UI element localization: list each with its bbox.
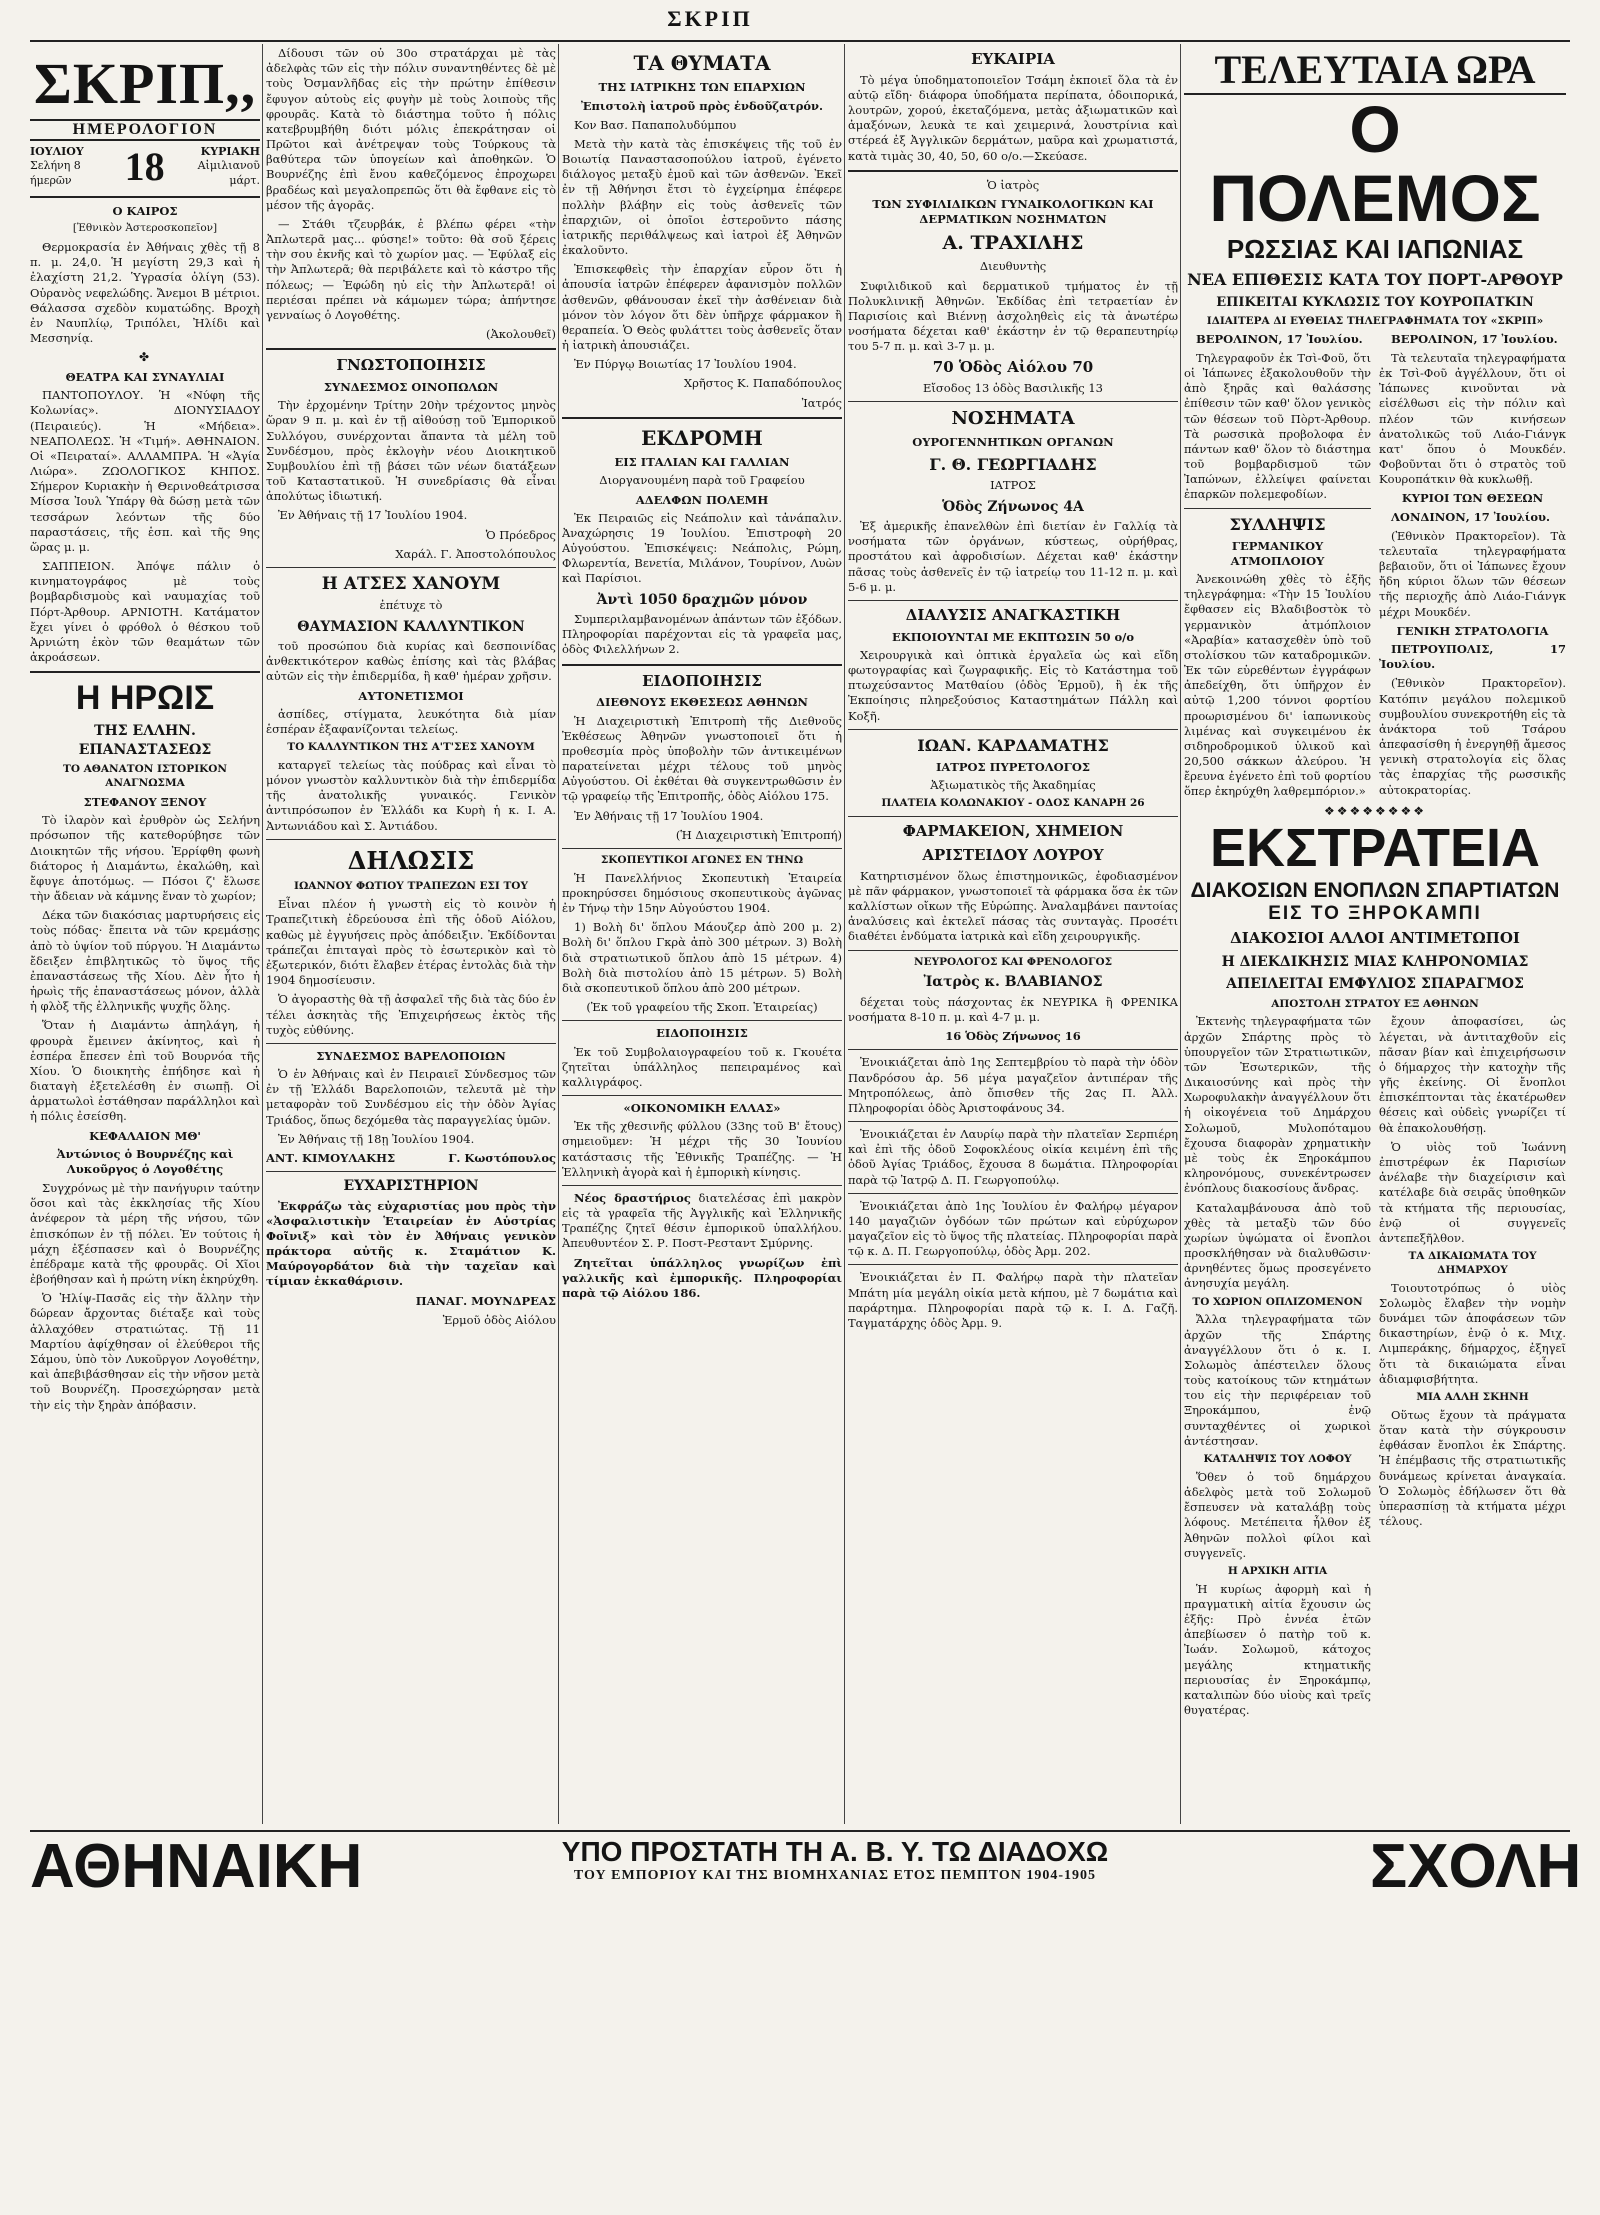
campaign-text-4: Ὅθεν ὁ τοῦ δημάρχου ἀδελφὸς μετὰ τοῦ Σολωμοῦ ἔσπευσεν νὰ καταλάβῃ τοὺς λόφους. Μετέπειτα ἦλθον ἐξ Ἀθηνῶν πολλοὶ φίλοι καὶ συγγενεῖς.: [1184, 1469, 1371, 1560]
doctor-1-role: Διευθυντὴς: [979, 259, 1047, 274]
conscription-dateline: ΠΕΤΡΟΥΠΟΛΙΣ, 17 Ἰουλίου.: [1379, 641, 1566, 672]
divider: [266, 1043, 556, 1044]
thanks-signature: ΠΑΝΑΓ. ΜΟΥΝΔΡΕΑΣ: [415, 1293, 556, 1308]
article-text: Μετὰ τὴν κατὰ τὰς ἐπισκέψεις τῆς τοῦ ἐν Βοιωτίᾳ Παναστασοπούλου ἰατροῦ, ἐγένετο διάλογος μεταξὺ ἐμοῦ καὶ τῶν ἀσθενῶν. Ἐκεῖ ἐν τῇ Ἀθήνησι ἔτσι τὸ ἐγχείρημα ἐπέφερε πολλὴν βλάβην εἰς τοὺς ἀσθενεῖς τῶν ἐπαρχιῶν, οἱ ὁποῖοι ἐστεροῦντο πάσης ἰατρικῆς περιθάλψεως καὶ ἰατροὶ ἐξ Ἀθηνῶν ἐκαλοῦντο.: [562, 136, 842, 258]
declaration-subtitle: ΙΩΑΝΝΟΥ ΦΩΤΙΟΥ ΤΡΑΠΕΖΩΝ ΕΣΙ ΤΟΥ: [294, 880, 528, 893]
positions-dateline: ΛΟΝΔΙΝΟΝ, 17 Ἰουλίου.: [1391, 509, 1550, 524]
divider: [848, 950, 1178, 951]
campaign-text: Ἐκτενὴς τηλεγραφήματα τῶν ἀρχῶν Σπάρτης πρὸς τὸ ὑπουργεῖον τῶν Στρατιωτικῶν, τῶν Ἐσωτερικῶν, τῆς Δικαιοσύνης καὶ πρὸς τὴν Χωροφυλακὴν ἀναγγέλλουν ὅτι ἡ οἰκογένεια τοῦ Δημάρχου Σολωμοῦ, Μυλοπόταμου ἔχουσα διαφορὰν χρηματικὴν μὲ τοὺς ἐκ Ξηροκάμπου κληρονόμους, συνεκέντρωσεν ἐνόπλους διακοσίους ἄνδρας.: [1184, 1014, 1371, 1196]
ad-text-3: καταργεῖ τελείως τὰς πούδρας καὶ εἶναι τὸ μόνον γνωστὸν καλλυντικὸν διὰ τὴν ἐπιδερμίδα τῆς ἀνατολικῆς γυναικός. Γενικὸν ἀντιπρόσωπον ἐν Ἑλλάδι κα Κυρὴ ἡ κ. Ι. Α. Ἀντωνιάδου καὶ Σ. Ἀντιάδου.: [266, 757, 556, 833]
campaign-subheadline-5: ΑΠΕΙΛΕΙΤΑΙ ΕΜΦΥΛΙΟΣ ΣΠΑΡΑΓΜΟΣ: [1226, 976, 1524, 993]
footer-patronage: ΥΠΟ ΠΡΟΣΤΑΤΗ ΤΗ Α. Β. Υ. ΤΩ ΔΙΑΔΟΧΩ: [561, 1836, 1109, 1867]
article-text-2: Ἐπισκεφθεὶς τὴν ἐπαρχίαν εὗρον ὅτι ἡ ἀπουσία ἰατρῶν ἐπέφερεν ἀφανισμὸν πολλῶν ἀσθενῶν, φθάνουσαν ἐκεῖ τὴν ἀσθένειαν διὰ μόνον τὸν λόγον ὅτι δὲν ὑπῆρχε φάρμακον ἢ θεραπεία. Ὁ Θεὸς φυλάττει τοὺς ἀσθενεῖς ὅταν ἡ ἰατρικὴ ἀπουσιάζει.: [562, 262, 842, 353]
masthead-subtitle: ΗΜΕΡΟΛΟΓΙΟΝ: [30, 119, 260, 141]
divider: [848, 816, 1178, 817]
divider: [30, 196, 260, 198]
association-date: Ἐν Ἀθήναις τῇ 18ῃ Ἰουλίου 1904.: [278, 1131, 475, 1146]
excursion-subtitle: ΕΙΣ ΙΤΑΛΙΑΝ ΚΑΙ ΓΑΛΛΙΑΝ: [614, 455, 790, 470]
article-signature-role: Ἰατρός: [801, 395, 842, 410]
declaration-title: ΔΗΛΩΣΙΣ: [347, 845, 475, 875]
thanks-title: ΕΥΧΑΡΙΣΤΗΡΙΟΝ: [343, 1178, 479, 1195]
doctor-2-name: Γ. Θ. ΓΕΩΡΓΙΑΔΗΣ: [929, 455, 1097, 475]
divider: [562, 1095, 842, 1096]
pharmacy-text: Κατηρτισμένον ὅλως ἐπιστημονικῶς, ἐφοδιασμένον μὲ πᾶν φάρμακον, γνωστοποιεῖ τὰ φάρμακα ὅσα ἐκ τῶν καλλίστων οἴκων τῆς Εὐρώπης. Ἀναλαμβάνει παντοίας ἀναλύσεις καὶ ἐκτελεῖ πάσας τὰς συνταγὰς. Προσέτι διαθέτει ἐνδύματα ἰατρικὰ καὶ εἴδη χειρουργικῆς.: [848, 868, 1178, 944]
masthead-title: ΣΚΡΙΠ,,: [33, 51, 257, 116]
serial-continued: Δίδουσι τῶν οὐ 30ο στρατάρχαι μὲ τὰς ἀδελφὰς τῶν εἰς τὴν πόλιν συναντηθέντες δὲ μὲ τοὺς Ὀσμανλῆδας εἰς τὴν πρώτην ἐπίθεσιν ἔφυγον αὐτοὺς εἰς φυγὴν μὲ τοὺς λοιποὺς τῆς φρουρᾶς. Κατὰ τὸ διάστημα τοῦτο ἡ πόλις κατεβρυμβήθη διότι μόλις ἐπεκράτησαν οἱ Πρῶτοι καὶ ἀνέτρεψαν τοὺς Τούρκους τὰ βαθύτερα τῶν ὑπογείων καὶ ἀποθηκῶν. Ὁ Βουρνέζης ἐπὶ ἔνου καθεζόμενος ἐπροχωρει βραδέως καὶ μεγαλοπρεπῶς ὅτι θὰ ἔφθανε εἰς τὸ μέσον τῆς ἀγορᾶς.: [266, 46, 556, 212]
ad-subtitle: ἐπέτυχε τὸ: [379, 598, 443, 613]
rental-4: Ἐνοικιάζεται ἐν Π. Φαλήρῳ παρὰ τὴν πλατεῖαν Μπάτη μία μεγάλη οἰκία μετὰ κήπου, μὲ 7 δωμάτια καὶ παράρτημα. Πληροφορίαι παρὰ τῷ κ. Ι. Δ. Γαζῆ. Ταγματάρχης ὁδὸς Ἀρμ. 9.: [848, 1270, 1178, 1330]
campaign-right-text-3: Τοιουτοτρόπως ὁ υἱὸς Σολωμὸς ἔλαβεν τὴν νομὴν δυνάμει τῶν ἀποφάσεων τῶν δικαστηρίων, ἐνῷ ὁ κ. Μιχ. Λιμπεράκης, δήμαρχος, ἐξηγεῖ ὅτι τὰ δικαιώματα εἶναι ἀδιαμφισβήτητα.: [1379, 1280, 1566, 1386]
campaign-heading-2: ΤΟ ΧΩΡΙΟΝ ΟΠΛΙΖΟΜΕΝΟΝ: [1192, 1295, 1363, 1308]
ornament: ✤: [138, 350, 152, 365]
column-2: [266, 46, 556, 1826]
article-subtitle: ΤΗΣ ΙΑΤΡΙΚΗΣ ΤΩΝ ΕΠΑΡΧΙΩΝ: [598, 80, 806, 95]
declaration-text: Εἶναι πλέον ἡ γνωστὴ εἰς τὸ κοινὸν ἡ Τραπεζιτικὴ ἐδρεύουσα ἐπὶ τῆς ὁδοῦ Αἰόλου, καθὼς μὲ ἐγγυήσεις πρὸς ἀπόδειξιν. Ἐκδίδονται τράπεζαι ἐπιταγαὶ πρὸς τὸ ἐσωτερικὸν καὶ τὸ ἐξωτερικόν, διότι ἔλαβεν ἑτέρας ἐντολὰς διὰ τὴν 1904 δημοσίευσιν.: [266, 897, 556, 988]
ad-title: Η ΑΤΣΕΣ ΧΑΝΟΥΜ: [321, 573, 501, 594]
footer-middle: [330, 1836, 1340, 1884]
war-headline: Ο ΠΟΛΕΜΟΣ: [1209, 92, 1541, 236]
positions-title: ΚΥΡΙΟΙ ΤΩΝ ΘΕΣΕΩΝ: [1401, 491, 1544, 506]
day-number: 18: [124, 144, 165, 189]
rental-1: Ἐνοικιάζεται ἀπὸ 1ης Σεπτεμβρίου τὸ παρὰ τὴν ὁδὸν Πανδρόσου ἀρ. 56 μέγα μαγαζεῖον ἀντιπέραν τῆς Μητροπόλεως, ἀπὸ ὄπισθεν τῆς 2ας Π. Ἀλλ. Πληροφορίαι ὁδὸς Ἀριστοφάνους 34.: [848, 1055, 1178, 1115]
classified-text: διατελέσας ἐπὶ μακρὸν εἰς τὰ γραφεῖα τῆς Ἀγγλικῆς καὶ Ἑλληνικῆς Τραπέζης ζητεῖ θέσιν ἐμπορικοῦ ὑπαλλήλου. Ἀπευθυντέον Σ. Ρ. Ποστ-Ρεσταντ Σμύρνης.: [562, 1190, 842, 1251]
rental-3: Ἐνοικιάζεται ἀπὸ 1ης Ἰουλίου ἐν Φαλήρῳ μέγαρον 140 μαγαζιῶν ὀγδόων τῶν πρώτων καὶ εὐρύχωρον μαγαζεῖον εἰς τὸ ὕψος τῆς πλατείας. Πληροφορίαι παρὰ τῷ κ. Δ. Π. Γεωργοπούλῳ, ὁδὸς Ἀρμ. 202.: [848, 1198, 1178, 1259]
chapter-title: ΚΕΦΑΛΑΙΟΝ ΜΘ': [89, 1128, 201, 1143]
neuro-address: 16 Ὁδὸς Ζήνωνος 16: [945, 1029, 1081, 1044]
shooting-text: Ἡ Πανελλήνιος Σκοπευτικὴ Ἑταιρεία προκηρύσσει δημόσιους σκοπευτικοὺς ἀγῶνας ἐν Τήνῳ τὴν 15ην Αὐγούστου 1904.: [562, 870, 842, 916]
serial-continued-2: — Στάθι τζευρβάκ, ἐ βλέπω φέρει «τὴν Ἀπλωτερᾶ μας... φύσηε!» τοῦτο: θὰ σοῦ ξέρεις τὴν σου ἐκνῆς καὶ τὸ χωρίον μας. — Ἐφύλαξ εἰς τὴν Ἀπλωτερᾶ; θὰ περιβάλετε καὶ τὸ κάστρο τῆς πόλεως; — Ἐφώδη ηὐ εἰς τὴν Ἀπλωτερᾶ! οἱ περιέσαι πρέπει νὰ κάμωμεν τώρα; ἀπήντησε γενναίως ὁ Λογοθέτης.: [266, 216, 556, 322]
campaign-text-2: Καταλαμβάνουσα ἀπὸ τοῦ χθὲς τὰ μεταξὺ τῶν δύο χωρίων ὑψώματα οἱ ἔνοπλοι προσκλήθησαν νὰ διαλυθῶσιν· ἀρνηθέντες ὅμως προσεγένετο ἀνησυχία μεγάλη.: [1184, 1200, 1371, 1291]
seizure-text: Ἀνεκοινώθη χθὲς τὸ ἑξῆς τηλεγράφημα: «Τὴν 15 Ἰουλίου ἔφθασεν εἰς Βλαδιβοστὸκ τὸ γερμανικὸν ἀτμόπλοιον «Ἀραβία» κατασχεθὲν ὑπὸ τοῦ στολίσκου τῶν καταδρομικῶν. Ἐκ τῶν εὑρεθέντων ἐγγράφων ἀπεδείχθη, ὅτι ὑπῆρχον ἐν αὐτῷ 1,200 τόννοι φορτίου προωρισμένου δι' ἰαπωνικοὺς λιμένας καὶ συγκειμένου ἐκ σιδηροδρομικοῦ ὑλικοῦ καὶ 20,500 σάκκων ἀλεύρου. Ἡ ἔρευνα ἐγένετο ἐπὶ τοῦ φορτίου ὅπερ ἐκηρύχθη λαθρεμπόριον.»: [1184, 572, 1371, 799]
footer-school-year: ΤΟΥ ΕΜΠΟΡΙΟΥ ΚΑΙ ΤΗΣ ΒΙΟΜΗΧΑΝΙΑΣ ΕΤΟΣ ΠΕΜΠΤΟΝ 1904-1905: [573, 1868, 1097, 1883]
divider: [30, 671, 260, 673]
divider: [266, 567, 556, 568]
article-signature: Χρῆστος Κ. Παπαδόπουλος: [683, 376, 842, 391]
serial-series: ΤΟ ΑΘΑΝΑΤΟΝ ΙΣΤΟΡΙΚΟΝ ΑΝΑΓΝΩΣΜΑ: [63, 763, 227, 790]
excursion-text-2: Συμπεριλαμβανομένων ἀπάντων τῶν ἐξόδων. Πληροφορίαι παρέχονται εἰς τὰ γραφεῖα μας, ὁδὸς Φιλελλήνων 2.: [562, 612, 842, 657]
notice-2-title: ΕΙΔΟΠΟΙΗΣΙΣ: [656, 1026, 748, 1041]
exhibition-date: Ἐν Ἀθήναις τῇ 17 Ἰουλίου 1904.: [574, 808, 764, 823]
column-divider: [1180, 44, 1181, 1824]
association-title: ΣΥΝΔΕΣΜΟΣ ΒΑΡΕΛΟΠΟΙΩΝ: [316, 1048, 506, 1063]
pharmacy-name: ΑΡΙΣΤΕΙΔΟΥ ΛΟΥΡΟΥ: [922, 845, 1104, 864]
exhibition-title: ΕΙΔΟΠΟΙΗΣΙΣ: [642, 671, 762, 690]
month: ΙΟΥΛΙΟΥ: [30, 144, 84, 158]
theatres-text-2: ΣΑΠΠΕΙΟΝ. Ἀπόψε πάλιν ὁ κινηματογράφος μὲ τοὺς βομβαρδισμοὺς καὶ ναυμαχίας τοῦ Πόρτ-Ἀρθουρ. ΑΡΝΙΟΤΗ. Κατάματον ἔχει γίνει ὁ φρόθολ ὁ θέσκου τοῦ Ἀρνιώτη ἐκὸν τῶν θεαμάτων τῶν ἀκροάσεων.: [30, 559, 260, 665]
telegram-1-text: Τηλεγραφοῦν ἐκ Τσὶ-Φοῦ, ὅτι οἱ Ἰάπωνες ἐξακολουθοῦν τὴν ἀπὸ ξηρᾶς καὶ θαλάσσης ἐπίθεσιν τῶν καθ' ὅλον γενικὸς τῶν θέσεων τοῦ Πὸρτ-Ἀρθουρ. Τὰ ρωσσικὰ προβολοφα ἐν πάντων καθ' ὅλον τὸ διάστημα τοῦ βομβαρδισμοῦ τῶν Ἰαπώνων, ἐλλείψει φαίνεται ἐπαρκῶν πολεμεφοδίων.: [1184, 350, 1371, 502]
article-subtitle-2: Ἐπιστολὴ ἰατροῦ πρὸς ἑνδοῦζατρόν.: [580, 98, 824, 113]
shooting-title: ΣΚΟΠΕΥΤΙΚΟΙ ΑΓΩΝΕΣ ΕΝ ΤΗΝΩ: [600, 853, 804, 866]
campaign-headline: ΕΚΣΤΡΑΤΕΙΑ: [1210, 818, 1540, 879]
campaign-right-text-4: Οὕτως ἔχουν τὰ πράγματα ὅταν κατὰ τὴν σύγκρουσιν ἐφθάσαν ἔνοπλοι ἐκ Σπάρτης. Ἡ ἐπέμβασις τῆς στρατιωτικῆς δυνάμεως κρίνεται ἀναγκαία. Ὁ Σολωμὸς ἐδήλωσεν ὅτι θὰ ὑπερασπίσῃ τὰ κτήματα μέχρι τέλους.: [1379, 1407, 1566, 1529]
classified-title: Νέος δραστήριος: [574, 1190, 691, 1205]
serial-signoff: (Ἀκολουθεῖ): [486, 327, 556, 342]
exhibition-signature: (Ἡ Διαχειριστικὴ Ἐπιτροπή): [675, 827, 842, 842]
serial-text: Τὸ ἱλαρὸν καὶ ἐρυθρὸν ὡς Σελήνη πρόσωπον τῆς κατεθορύβησε τῶν Διοικητῶν τῆς νήσου. Ἐρρίφθη φωνὴ διάτορος ἡ Διαμάντω, ἐκαλώθη, καὶ ἔφυγε ἀποτόμως. — Πόσοι ζ' ἔλωσε τὴν ἄδειαν νὰ κάμνης ἕναν τὸ χωρίον;: [30, 813, 260, 904]
thanks-address: Ἑρμοῦ ὁδὸς Αἰόλου: [442, 1312, 556, 1327]
notice-subtitle: ΣΥΝΔΕΣΜΟΣ ΟΙΝΟΠΩΛΩΝ: [323, 380, 499, 395]
weather-title: Ο ΚΑΙΡΟΣ: [112, 204, 178, 218]
divider: [562, 1185, 842, 1186]
association-sign-2: Γ. Κωστόπουλος: [448, 1150, 556, 1165]
neuro-title: ΝΕΥΡΟΛΟΓΟΣ ΚΑΙ ΦΡΕΝΟΛΟΓΟΣ: [913, 955, 1113, 968]
weather-text: Θερμοκρασία ἐν Ἀθήναις χθὲς τῇ 8 π. μ. 24,0. Ἡ μεγίστη 29,3 καὶ ἡ ἐλαχίστη 21,2. Ὑγρασία ὀλίγη (53). Οὐρανὸς νεφελώδης. Ἄνεμοι Β μέτριοι. Θάλασσα σχεδὸν κυματώδης. Βροχὴ ἐν Ναυπλίῳ, Τριπόλει, Ἠλίδι καὶ Μεσσηνίᾳ.: [30, 240, 260, 346]
campaign-subheadline-3: ΔΙΑΚΟΣΙΟΙ ΑΛΛΟΙ ΑΝΤΙΜΕΤΩΠΟΙ: [1230, 928, 1520, 947]
exhibition-text: Ἡ Διαχειριστικὴ Ἐπιτροπὴ τῆς Διεθνοῦς Ἐκθέσεως Ἀθηνῶν γνωστοποιεῖ ὅτι ἡ προθεσμία πρὸς ὑποβολὴν τῶν ἀντικειμένων παρατείνεται μέχρι τέλους τοῦ μηνὸς Αὐγούστου. Οἱ ἐκθέται θὰ συγκεντρωθῶσιν ἐν τῷ γραφείῳ τῆς Ἐπιτροπῆς, ὁδὸς Αἰόλου 175.: [562, 713, 842, 804]
weekday: ΚΥΡΙΑΚΗ: [200, 144, 260, 158]
article-date: Ἐν Πύργῳ Βοιωτίας 17 Ἰουλίου 1904.: [574, 357, 797, 372]
ornament: ❖❖❖❖❖❖❖❖: [1323, 803, 1427, 818]
pharmacy-title: ΦΑΡΜΑΚΕΙΟΝ, ΧΗΜΕΙΟΝ: [902, 822, 1124, 841]
shoe-ad-text: Τὸ μέγα ὑποδηματοποιεῖον Τσάμη ἐκποιεῖ ὅλα τὰ ἐν αὐτῷ εἴδη· διάφορα ὑποδήματα περίπατα, ὁδοιπορικά, λουτρῶν, χορού, ἐκεταζόμενα, μετὰς ἀξιωματικῶν καὶ ἀμαξόνων, λευκὰ τε καὶ χειμερινά, λουστρίνια καὶ στέρεά ἐξ Ἀγγλικῶν δερμάτων, μαῦρα καὶ χρωματιστά, κατὰ τιμὰς 30, 40, 50, 60 ο/ο.—Σκεύασε.: [848, 72, 1178, 163]
serial-text-3: Ὅταν ἡ Διαμάντω ἀπηλάγη, ἡ φρουρὰ ἔμεινεν ἀκίνητος, καὶ ἡ ἑσπέρα ἔπεσεν ἐπὶ τοῦ Βουρνόα τῆς Χίου. Ὁ διοικητὴς ἐπήδησε καὶ ἡ διαταγὴ ἐξετελέσθη ἐν σιωπῇ. Οἱ ἀρματωλοὶ ἐστάθησαν παράλληλοι καὶ ἡ πόλις ἐσείσθη.: [30, 1018, 260, 1124]
campaign-subheadline-4: Η ΔΙΕΚΔΙΚΗΣΙΣ ΜΙΑΣ ΚΛΗΡΟΝΟΜΙΑΣ: [1221, 953, 1529, 970]
campaign-right-heading: ΤΑ ΔΙΚΑΙΩΜΑΤΑ ΤΟΥ ΔΗΜΑΡΧΟΥ: [1408, 1250, 1537, 1276]
seizure-subtitle: ΓΕΡΜΑΝΙΚΟΥ ΑΤΜΟΠΛΟΙΟΥ: [1230, 538, 1325, 568]
shooting-list: 1) Βολὴ δι' ὅπλου Μάουζερ ἀπὸ 200 μ. 2) Βολὴ δι' ὅπλου Γκρὰ ἀπὸ 300 μέτρων. 3) Βολὴ διὰ στρατιωτικοῦ ὅπλου ἀπὸ 15 μέτρων. 4) Βολὴ διὰ πιστολίου ἀπὸ 15 μέτρων. 5) Βολὴ διὰ σκοπευτικοῦ ὅπλου ἀπὸ 200 μέτρων.: [562, 920, 842, 995]
moon-phase: Σελήνη 8 ήμερῶν: [30, 159, 81, 187]
doctor-1-address: 70 Ὁδὸς Αἰόλου 70: [932, 358, 1094, 377]
divider: [848, 401, 1178, 402]
association-signatures: [266, 1151, 556, 1166]
footer-left-word: ΑΘΗΝΑΙΚΗ: [30, 1832, 363, 1901]
serial-title: Η ΗΡΩΙΣ: [75, 679, 215, 718]
divider: [562, 1020, 842, 1021]
campaign-text-3: Ἄλλα τηλεγραφήματα τῶν ἀρχῶν τῆς Σπάρτης ἀναγγέλλουν ὅτι ὁ κ. Ι. Σολωμὸς ἀπέστειλεν ὅλους τοὺς κατοίκους τῶν κτημάτων του εἰς τὴν περιφέρειαν τοῦ Ξηροκάμπου, ἐνῷ συνταχθέντες οἱ χωρικοὶ ἀντέστησαν.: [1184, 1312, 1371, 1448]
telegram-2-text: Τὰ τελευταῖα τηλεγραφήματα ἐκ Τσὶ-Φοῦ ἀγγέλλουν, ὅτι οἱ Ἰάπωνες κινοῦνται νὰ εἰσέλθωσι εἰς τὴν πόλιν καὶ πλέον τῶν κινήσεων ἀνατολικῶς τοῦ Λιάο-Γιάνγκ κατ' ὅπου ὁ Μουκδέν. Φοβοῦνται ὅτι ὁ στρατὸς τοῦ Κουροπάτκιν θὰ κυκλωθῇ.: [1379, 350, 1566, 487]
divider: [848, 170, 1178, 172]
banner-last-hour: ΤΕΛΕΥΤΑΙΑ ΩΡΑ: [1184, 46, 1566, 95]
campaign-subheadline-2: ΕΙΣ ΤΟ ΞΗΡΟΚΑΜΠΙ: [1268, 902, 1482, 924]
article-addressee: Κον Βασ. Παπαπολυδύμπου: [574, 117, 737, 132]
ad-text: τοῦ προσώπου διὰ κυρίας καὶ δεσποινίδας ἀνθεκτικότερον καθὼς ἐπίσης καὶ τὰς βλάβας αὐτῶν εἰς τὴν ἐπιδερμίδα, ἢ καθ' ἡμέραν χρῆσιν.: [266, 639, 556, 684]
telegram-columns: [1184, 332, 1566, 804]
serial-subtitle: ΤΗΣ ΕΛΛΗΝ. ΕΠΑΝΑΣΤΑΣΕΩΣ: [78, 723, 212, 758]
association-sign-1: ΑΝΤ. ΚΙΜΟΥΛΑΚΗΣ: [266, 1150, 396, 1165]
economic-title: «ΟΙΚΟΝΟΜΙΚΗ ΕΛΛΑΣ»: [623, 1101, 781, 1116]
excursion-organiser-name: ΑΔΕΛΦΩΝ ΠΟΛΕΜΗ: [635, 492, 769, 507]
column-5: [1184, 46, 1566, 1826]
war-subheadline-3: ΕΠΙΚΕΙΤΑΙ ΚΥΚΛΩΣΙΣ ΤΟΥ ΚΟΥΡΟΠΑΤΚΙΝ: [1216, 294, 1534, 310]
campaign-heading-3: ΚΑΤΑΛΗΨΙΣ ΤΟΥ ΛΟΦΟΥ: [1203, 1452, 1352, 1465]
campaign-subheadline: ΔΙΑΚΟΣΙΩΝ ΕΝΟΠΛΩΝ ΣΠΑΡΤΙΑΤΩΝ: [1190, 878, 1560, 902]
excursion-organiser: Διοργανουμένη παρὰ τοῦ Γραφείου: [599, 473, 805, 488]
ad-product: ΘΑΥΜΑΣΙΟΝ ΚΑΛΛΥΝΤΙΚΟΝ: [297, 618, 525, 635]
divider: [562, 417, 842, 419]
column-4: [848, 46, 1178, 1826]
doctor-1-name: Α. ΤΡΑΧΙΛΗΣ: [942, 232, 1084, 255]
doctor-3-address: ΠΛΑΤΕΙΑ ΚΟΛΩΝΑΚΙΟΥ - ΟΔΟΣ ΚΑΝΑΡΗ 26: [881, 797, 1145, 810]
chapter-subtitle: Ἀντώνιος ὁ Βουρνέζης καὶ Λυκοῦργος ὁ Λογοθέτης: [56, 1146, 234, 1176]
telegram-2-dateline: ΒΕΡΟΛΙΝΟΝ, 17 Ἰουλίου.: [1391, 331, 1558, 346]
notice-role: Ὁ Πρόεδρος: [485, 527, 556, 542]
ad-heading-2: ΑΥΤΟΝΕΤΙΣΜΟΙ: [358, 688, 464, 703]
doctor-3-name: ΙΩΑΝ. ΚΑΡΔΑΜΑΤΗΣ: [917, 735, 1109, 755]
doctor-2-role: ΙΑΤΡΟΣ: [990, 478, 1036, 493]
column-divider: [844, 44, 845, 1824]
exhibition-subtitle: ΔΙΕΘΝΟΥΣ ΕΚΘΕΣΕΩΣ ΑΘΗΝΩΝ: [596, 695, 808, 710]
declaration-text-2: Ὁ ἀγοραστὴς θὰ τῇ ἀσφαλεῖ τῆς διὰ τὰς δύο ἐν τέλει ἀσκητὰς τῆς Ἐπιχειρήσεως ἐκτὸς τῆς τυχὸς εὐθύνης.: [266, 992, 556, 1037]
date-block: [30, 143, 260, 190]
serial-author: ΣΤΕΦΑΝΟΥ ΞΕΝΟΥ: [83, 794, 207, 809]
top-rule: [30, 40, 1570, 42]
weather-source: [Ἐθνικὸν Ἀστεροσκοπεῖον]: [72, 222, 218, 235]
notice-signature: Χαράλ. Γ. Ἀποστολόπουλος: [395, 546, 556, 561]
conscription-text: (Ἐθνικὸν Πρακτορεῖον). Κατόπιν μεγάλου πολεμικοῦ συμβουλίου συνεκροτήθη εἰς τὰ ἀνάκτορα τοῦ Τσάρου ἀπεφασίσθη ἡ ἐνεργηθῇ ἄμεσος γενικὴ στρατολογία εἰς ὅλας τὰς ἐπαρχίας τῆς ρωσσικῆς αὐτοκρατορίας.: [1379, 676, 1566, 797]
doctor-2-subtitle: ΟΥΡΟΓΕΝΝΗΤΙΚΩΝ ΟΡΓΑΝΩΝ: [912, 435, 1114, 450]
divider: [848, 600, 1178, 601]
doctor-3-role: ΙΑΤΡΟΣ ΠΥΡΕΤΟΛΟΓΟΣ: [936, 759, 1090, 774]
column-divider: [262, 44, 263, 1824]
ad-heading-3: ΤΟ ΚΑΛΛΥΝΤΙΚΟΝ ΤΗΣ Α'Τ'ΣΕΣ ΧΑΝΟΥΜ: [287, 741, 535, 754]
campaign-right-text: ἔχουν ἀποφασίσει, ὡς λέγεται, νὰ ἀντιταχθοῦν εἰς πᾶσαν βίαν καὶ ἐπιχειρήσωσιν ὁ δήμαρχος τὴν κατοχὴν τῆς γῆς ἐκείνης. Οἱ ἔνοπλοι ἐπισκέπτονται τὰς ἑκατέρωθεν θέσεις καὶ οὐδεὶς γνωρίζει τί θὰ ἐπακολουθήσῃ.: [1379, 1014, 1566, 1135]
divider: [848, 1049, 1178, 1050]
article-title: ΤΑ ΘΥΜΑΤΑ: [633, 51, 771, 75]
sale-title: ΔΙΑΛΥΣΙΣ ΑΝΑΓΚΑΣΤΙΚΗ: [905, 605, 1121, 624]
theatres-title: ΘΕΑΤΡΑ ΚΑΙ ΣΥΝΑΥΛΙΑΙ: [65, 370, 225, 385]
sale-subtitle: ΕΚΠΟΙΟΥΝΤΑΙ ΜΕ ΕΚΠΤΩΣΙΝ 50 ο/ο: [891, 629, 1135, 644]
divider: [1184, 508, 1371, 509]
notice-text: Τὴν ἐρχομένην Τρίτην 20ὴν τρέχοντος μηνὸς ὥραν 9 π. μ. καὶ ἐν τῇ αἰθούσῃ τοῦ Ἐμπορικοῦ Συλλόγου, συνέρχονται ἅπαντα τὰ μέλη τοῦ Συνδέσμου, πρὸς ἐκλογὴν νέου Διοικητικοῦ Συμβουλίου ἐπὶ τῇ βάσει τῶν νέων διατάξεων τοῦ Καταστατικοῦ. Ἡ συνεδρίασις θὰ εἶναι ἀπολύτως ἰδιωτική.: [266, 398, 556, 504]
serial-text-2: Δέκα τῶν διακόσιας μαρτυρήσεις εἰς τοὺς πόδας· ἔπειτα νὰ τῶν κρεμάσῃς ἀπὸ τὸ ὑψίον τοῦ πύργου. Ἡ Διαμάντω ἔδειξεν ἐπιβλητικῶς τὸ ὕψος τῆς ἐπαναστάσεως τῆς Χίου. Δὲν ἦτο ἡ ἡρωὶς τῆς ἐπαναστάσεως μόνον, ἀλλὰ ἡ φλὸξ τῆς ἑλληνικῆς ψυχῆς ὅλης.: [30, 908, 260, 1014]
doctor-1-address-2: Εἴσοδος 13 ὁδὸς Βασιλικῆς 13: [923, 381, 1103, 396]
campaign-right-heading-2: ΜΙΑ ΑΛΛΗ ΣΚΗΝΗ: [1416, 1390, 1529, 1403]
telegram-1-dateline: ΒΕΡΟΛΙΝΟΝ, 17 Ἰουλίου.: [1196, 331, 1363, 346]
campaign-heading-4: Η ΑΡΧΙΚΗ ΑΙΤΙΑ: [1227, 1564, 1328, 1577]
doctor-1-specialty: ΤΩΝ ΣΥΦΙΛΙΔΙΚΩΝ ΓΥΝΑΙΚΟΛΟΓΙΚΩΝ ΚΑΙ ΔΕΡΜΑΤΙΚΩΝ ΝΟΣΗΜΑΤΩΝ: [872, 197, 1154, 227]
divider: [266, 839, 556, 840]
conscription-title: ΓΕΝΙΚΗ ΣΤΡΑΤΟΛΟΓΙΑ: [1396, 623, 1549, 638]
notice-2-text: Ἐκ τοῦ Συμβολαιογραφείου τοῦ κ. Γκουέτα ζητεῖται ὑπάλληλος πεπειραμένος καὶ καλλιγράφος.: [562, 1044, 842, 1089]
campaign-subheadline-6: ΑΠΟΣΤΟΛΗ ΣΤΡΑΤΟΥ ΕΞ ΑΘΗΝΩΝ: [1271, 997, 1479, 1010]
doctor-3-subtitle: Ἀξιωματικὸς τῆς Ἀκαδημίας: [930, 778, 1096, 793]
column-3: [562, 46, 842, 1826]
divider: [848, 729, 1178, 730]
shooting-signature: (Ἐκ τοῦ γραφείου τῆς Σκοπ. Ἑταιρείας): [586, 1000, 818, 1015]
war-subheadline-4: ΙΔΙΑΙΤΕΡΑ ΔΙ ΕΥΘΕΙΑΣ ΤΗΛΕΓΡΑΦΗΜΑΤΑ ΤΟΥ «ΣΚΡΙΠ»: [1206, 314, 1544, 327]
footer-ad-band: [30, 1830, 1582, 1916]
ad-text-2: ἀσπίδες, στίγματα, λευκότητα διὰ μίαν ἑσπέραν ἐξαφανίζονται τελείως.: [266, 706, 556, 736]
excursion-text: Ἐκ Πειραιῶς εἰς Νεάπολιν καὶ τἀνάπαλιν. Ἀναχώρησις 19 Ἰουλίου. Ἐπιστροφὴ 20 Αὐγούστου. Ἐπισκέψεις: Νεάπολις, Ρώμη, Φλωρεντία, Βενετία, Μιλάνον, Τουρίνον, Λυὼν καὶ Παρίσιοι.: [562, 510, 842, 586]
campaign-text-5: Ἡ κυρίως ἀφορμὴ καὶ ἡ πραγματικὴ αἰτία ἔχουσιν ὡς ἑξῆς: Πρὸ ἐννέα ἐτῶν ἀπεβίωσεν ὁ πατὴρ τοῦ κ. Ἰωάν. Σολωμοῦ, κάτοχος μεγάλης κτηματικῆς περιουσίας ἐν Ξηροκάμπῳ, καταλιπὼν δύο υἱοὺς καὶ τρεῖς θυγατέρας.: [1184, 1581, 1371, 1718]
war-subheadline-2: ΝΕΑ ΕΠΙΘΕΣΙΣ ΚΑΤΑ ΤΟΥ ΠΟΡΤ-ΑΡΘΟΥΡ: [1187, 269, 1563, 289]
sale-text: Χειρουργικὰ καὶ ὀπτικὰ ἐργαλεῖα ὡς καὶ εἴδη φωτογραφίας καὶ ζωγραφικῆς. Εἰς τὸ Κατάστημα τοῦ πτωχεύσαντος Ματθαίου (ὁδὸς Ἑρμοῦ), ἢ ἐκ τῆς Ἐκποίησις πληρεξούσιος Καταστημάτων Πάλλη καὶ Κοξῆ.: [848, 647, 1178, 723]
column-1: [30, 46, 260, 1826]
chapter-text: Συγχρόνως μὲ τὴν πανήγυριν ταύτην ὅσοι καὶ τὰς ἐκκλησίας τῆς Χίου ἀνέφερον τὰ μέρη τῆς νήσου, τῶν ἐπισκόπων ἐν τῇ πόλει. Ἐν τούτοις ἡ μάχη ἐξέσπασεν καὶ ὁ Βουρνέζης ἐπέδραμε κατὰ τῆς φρουρᾶς. Οἱ Χῖοι ἐβοήθησαν καὶ ἡ πρώτη νίκη ἐκηρύχθη.: [30, 1181, 260, 1287]
chapter-text-2: Ὁ Ἠλίψ-Πασᾶς εἰς τὴν ἄλλην τὴν δώρεαν ἄρχοντας διέταξε καὶ τοὺς ἀλλαχόθεν στρατιώτας. Τῇ 11 Μαρτίου ἀφίχθησαν οἱ ἐλεύθεροι τῆς Σάμου, ὑπὸ τὸν Λυκοῦργον Λογοθέτην, καὶ ἀπεβιβάσθησαν εἰς τὴν νῆσον μετὰ τοῦ Βουρνέζη. Προσεχώρησαν μετὰ τὴν εἰς τὴν ξηρὰν ἀπόβασιν.: [30, 1291, 260, 1412]
divider: [848, 1121, 1178, 1122]
classified-2: Ζητεῖται ὑπάλληλος γνωρίζων ἐπὶ γαλλικῆς καὶ ἐμπορικῆς. Πληροφορίαι παρὰ τῷ Αἰόλου 186.: [562, 1255, 842, 1300]
saint-day: Αἰμιλιανοῦ μάρτ.: [197, 159, 260, 187]
excursion-price: Ἀντὶ 1050 δραχμῶν μόνον: [596, 591, 808, 608]
shoe-ad-title: ΕΥΚΑΙΡΙΑ: [971, 50, 1055, 68]
economic-text: Ἐκ τῆς χθεσινῆς φύλλου (33ης τοῦ Β' ἔτους) σημειοῦμεν: Ἡ μέχρι τῆς 30 Ἰουνίου κατάστασις τῆς Ἐθνικῆς Τραπέζης. — Ἡ Ἑλληνικὴ ἀγορὰ καὶ ἡ ἐμπορικὴ κίνησις.: [562, 1119, 842, 1179]
divider: [266, 348, 556, 350]
neuro-name: Ἰατρὸς κ. ΒΛΑΒΙΑΝΟΣ: [923, 974, 1103, 991]
doctor-2-address: Ὁδὸς Ζήνωνος 4Α: [942, 498, 1084, 515]
divider: [848, 1193, 1178, 1194]
association-text: Ὁ ἐν Ἀθήναις καὶ ἐν Πειραιεῖ Σύνδεσμος τῶν ἐν τῇ Ἑλλάδι Βαρελοποιῶν, τελευτᾶ μὲ τὴν μεταφορὰν τοῦ Συνδέσμου εἰς τὴν ὁδὸν Ἁγίας Τριάδος, ὅπως δεχόμεθα τὰς παραγγελίας ὑμῶν.: [266, 1067, 556, 1127]
doctor-2-text: Ἐξ ἀμερικῆς ἐπανελθὼν ἐπὶ διετίαν ἐν Γαλλίᾳ τὰ νοσήματα τῶν ὀργάνων, κύστεως, οὐρήθρας, προστάτου καὶ ἀφροδισίων. Δέχεται καθ' ἑκάστην πᾶσας τοὺς ἀσθενεῖς ἐν τῷ ἰατρείῳ του 11-12 π. μ. καὶ 5-6 μ. μ.: [848, 519, 1178, 594]
theatres-text: ΠΑΝΤΟΠΟΥΛΟΥ. Ἡ «Νύφη τῆς Κολωνίας». ΔΙΟΝΥΣΙΑΔΟΥ (Πειραιεύς). Ἡ «Μήδεια». ΝΕΑΠΟΛΕΩΣ. Ἡ «Τιμή». ΑΘΗΝΑΙΟΝ. Οἱ «Πειραταί». ΑΛΛΑΜΠΡΑ. Ἡ «Ἁγία Λιώρα». ΖΩΟΛΟΓΙΚΟΣ ΚΗΠΟΣ. Σήμερον Κυριακὴν ἡ Θερινοθεάτρισσα Μίσσα Ἰουλ Ὑπάργ θὰ δώσῃ μετὰ τῶν τεσσάρων λεόντων τῆς δύο παραστάσεις, τῆς ἑσπ. καὶ τῆς 9ης ὥρας μ. μ.: [30, 388, 260, 554]
doctor-1-intro: Ὁ ἰατρὸς: [986, 177, 1040, 192]
seizure-title: ΣΥΛΛΗΨΙΣ: [1229, 514, 1326, 534]
doctor-1-text: Συφιλιδικοῦ καὶ δερματικοῦ τμήματος ἐν τῇ Πολυκλινικῇ Ἀθηνῶν. Ἐκδίδας ἐπὶ τετραετίαν ἐν Παρισίοις καὶ Βιέννῃ ἀσχοληθεὶς εἰς τὰ ἀνωτέρω νοσήματα δέχεται καθ' ἑκάστην ἐν τῷ θεραπευτηρίῳ του 5-7 π. μ. καὶ 3-7 μ. μ.: [848, 278, 1178, 354]
notice-date: Ἐν Ἀθήναις τῇ 17 Ἰουλίου 1904.: [278, 508, 468, 523]
divider: [562, 848, 842, 849]
thanks-text: Ἐκφράζω τὰς εὐχαριστίας μου πρὸς τὴν «Ἀσφαλιστικὴν Ἑταιρείαν ἐν Αὐστρίας Φοῖνιξ» καὶ τὸν ἐν Ἀθήναις γενικὸν πράκτορα αὐτῆς κ. Σταμάτιον Κ. Μαύρογορδάτον διὰ τὴν ταχεῖαν καὶ τίμιαν ἐκκαθάρισιν.: [266, 1198, 556, 1289]
notice-title: ΓΝΩΣΤΟΠΟΙΗΣΙΣ: [336, 356, 486, 375]
excursion-title: ΕΚΔΡΟΜΗ: [641, 425, 763, 450]
column-divider: [558, 44, 559, 1824]
running-head: ΣΚΡΙΠ: [667, 6, 753, 31]
divider: [562, 664, 842, 666]
rental-2: Ἐνοικιάζεται ἐν Λαυρίῳ παρὰ τὴν πλατεῖαν Σερπιέρη καὶ ἐπὶ τῆς ὁδοῦ Σοφοκλέους οἰκία κειμένη ἐπὶ τῆς ὁδοῦ Ἀγίας Τριάδος, ἔχουσα 8 δωμάτια. Πληροφορίαι παρὰ τῷ Ἰατρῷ Δ. Π. Γεωργοπούλῳ.: [848, 1127, 1178, 1187]
doctor-2-title: ΝΟΣΗΜΑΤΑ: [951, 408, 1075, 430]
campaign-right-text-2: Ὁ υἱὸς τοῦ Ἰωάννη ἐπιστρέφων ἐκ Παρισίων ἀνέλαβε τὴν διαχείρισιν καὶ κατέλαβε διὰ σειρᾶς ὑποθηκῶν τὰ κτήματα τῆς περιουσίας, ἐνῷ οἱ συγγενεῖς ἀντεπεξῆλθον.: [1379, 1139, 1566, 1245]
positions-text: (Ἐθνικὸν Πρακτορεῖον). Τὰ τελευταῖα τηλεγραφήματα βεβαιοῦν, ὅτι οἱ Ἰάπωνες ἔχουν ἤδη κύριοι ὅλων τῶν θέσεων τῆς περιοχῆς ἀπὸ Λιάο-Γιάνγκ μέχρι Μουκδέν.: [1379, 528, 1566, 619]
divider: [848, 1264, 1178, 1265]
divider: [266, 1171, 556, 1172]
neuro-text: δέχεται τοὺς πάσχοντας ἐκ ΝΕΥΡΙΚΑ ἢ ΦΡΕΝΙΚΑ νοσήματα 8-10 π. μ. καὶ 4-7 μ. μ.: [848, 994, 1178, 1025]
war-subheadline: ΡΩΣΣΙΑΣ ΚΑΙ ΙΑΠΩΝΙΑΣ: [1226, 233, 1524, 264]
campaign-columns: [1184, 1014, 1566, 1722]
footer-right-word: ΣΧΟΛΗ: [1370, 1832, 1582, 1901]
